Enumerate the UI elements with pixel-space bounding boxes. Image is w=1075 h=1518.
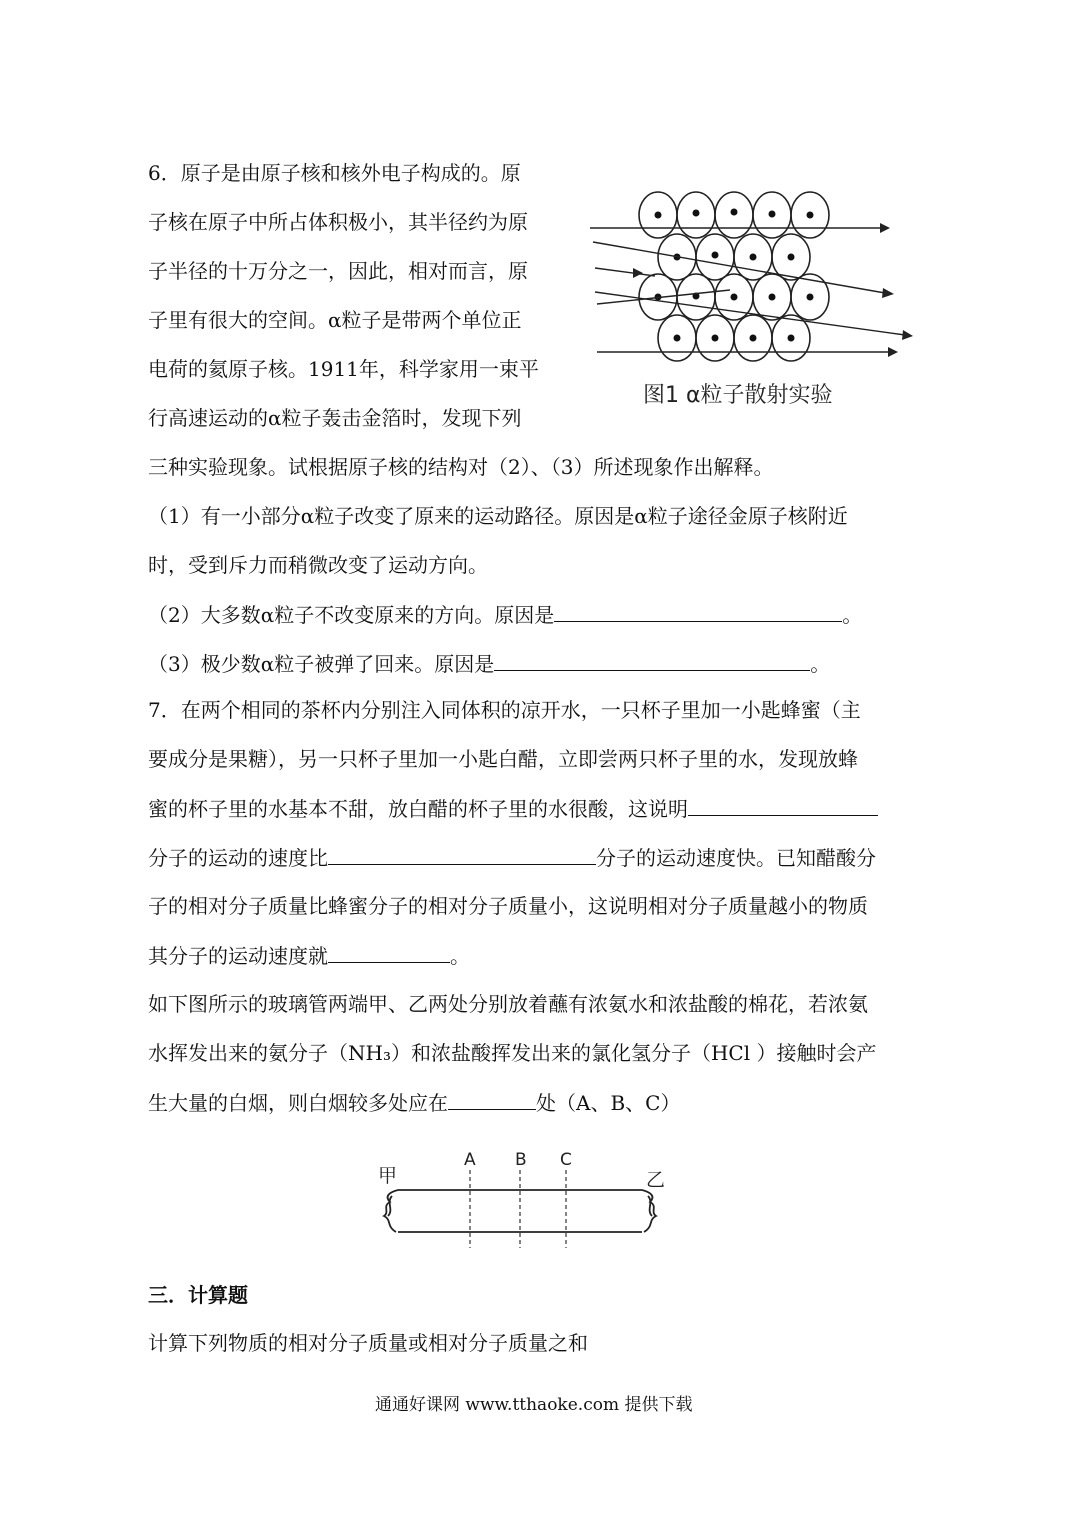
alpha-scattering-figure [585, 180, 920, 415]
q6-line-1: 6．原子是由原子核和核外电子构成的。原 [148, 161, 521, 185]
q6-line-3: 子半径的十万分之一，因此，相对而言，原 [148, 259, 528, 283]
q7-line-2: 要成分是果糖），另一只杯子里加一小匙白醋，立即尝两只杯子里的水，发现放蜂 [148, 747, 858, 771]
answer-blank-3[interactable] [688, 795, 878, 816]
answer-blank-2[interactable] [494, 650, 810, 671]
section-title: 三．计算题 [148, 1283, 248, 1307]
tube-right-label: 乙 [646, 1169, 666, 1191]
q6-item1-line1: （1）有一小部分α粒子改变了原来的运动路径。原因是α粒子途径金原子核附近 [148, 504, 848, 528]
tube-mark-b: B [515, 1150, 527, 1170]
q6-item1-line2: 时，受到斥力而稍微改变了运动方向。 [148, 553, 488, 577]
q6-item2 [148, 601, 862, 628]
q7-line-4 [148, 844, 876, 871]
page-footer: 通通好课网 www.tthaoke.com 提供下载 [375, 1395, 693, 1415]
glass-tube-diagram [360, 1140, 680, 1255]
answer-blank-4[interactable] [328, 844, 596, 865]
q7-line-6-end: 。 [450, 944, 470, 968]
q8-line-3 [148, 1089, 680, 1116]
answer-blank-1[interactable] [554, 601, 842, 622]
q6-item3-text: （3）极少数α粒子被弹了回来。原因是 [148, 652, 495, 676]
tube-mark-a: A [464, 1150, 476, 1170]
q8-line-3-text-b: 处（A、B、C） [536, 1091, 681, 1115]
q6-line-7: 三种实验现象。试根据原子核的结构对（2）、（3）所述现象作出解释。 [148, 455, 774, 479]
q7-line-3 [148, 795, 878, 822]
q8-line-3-text-a: 生大量的白烟，则白烟较多处应在 [148, 1091, 448, 1115]
q7-line-5: 子的相对分子质量比蜂蜜分子的相对分子质量小，这说明相对分子质量越小的物质 [148, 894, 868, 918]
q7-line-1: 7．在两个相同的茶杯内分别注入同体积的凉开水，一只杯子里加一小匙蜂蜜（主 [148, 698, 861, 722]
q6-item2-text: （2）大多数α粒子不改变原来的方向。原因是 [148, 603, 555, 627]
q7-line-3-text: 蜜的杯子里的水基本不甜，放白醋的杯子里的水很酸，这说明 [148, 797, 688, 821]
q6-line-5: 电荷的氦原子核。1911年，科学家用一束平 [148, 357, 539, 381]
q6-line-2: 子核在原子中所占体积极小，其半径约为原 [148, 210, 528, 234]
q7-line-4-text-a: 分子的运动的速度比 [148, 846, 328, 870]
q6-item2-period: 。 [842, 603, 863, 627]
q8-line-1: 如下图所示的玻璃管两端甲、乙两处分别放着蘸有浓氨水和浓盐酸的棉花，若浓氨 [148, 992, 868, 1016]
q6-item3 [148, 650, 830, 677]
section-intro: 计算下列物质的相对分子质量或相对分子质量之和 [148, 1331, 588, 1355]
answer-blank-5[interactable] [328, 942, 450, 963]
q7-line-6 [148, 942, 470, 969]
figure-caption: 图1 α粒子散射实验 [643, 383, 833, 408]
q6-line-4: 子里有很大的空间。α粒子是带两个单位正 [148, 308, 522, 332]
tube-left-label: 甲 [378, 1165, 398, 1187]
q8-line-2: 水挥发出来的氨分子（NH₃）和浓盐酸挥发出来的氯化氢分子（HCl ）接触时会产 [148, 1041, 877, 1065]
q7-line-4-text-b: 分子的运动速度快。已知醋酸分 [596, 846, 876, 870]
answer-blank-6[interactable] [448, 1089, 536, 1110]
tube-mark-c: C [560, 1150, 572, 1170]
q7-line-6-text: 其分子的运动速度就 [148, 944, 328, 968]
q6-item3-period: 。 [810, 652, 831, 676]
q6-line-6: 行高速运动的α粒子轰击金箔时，发现下列 [148, 406, 522, 430]
